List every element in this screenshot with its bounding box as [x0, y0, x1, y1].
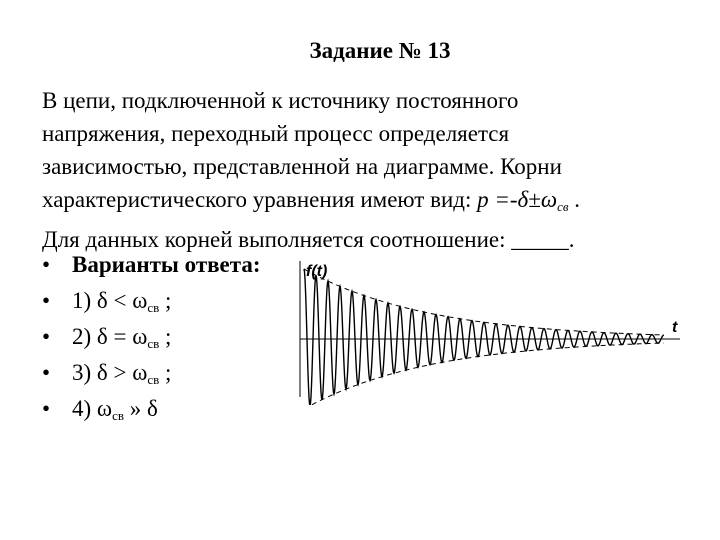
answer-option-1[interactable]: • 1) $\delta < \omega_{св}$ ; [42, 283, 342, 319]
answer-option-2[interactable]: • 2) $\delta = \omega_{св}$ ; [42, 319, 342, 355]
bullet-icon: • [42, 252, 51, 277]
bullet-icon: • [42, 396, 51, 421]
roots-formula: $p =-\delta\pm\omega_{св}$ [477, 187, 569, 214]
task-text-line-2: напряжения, переходный процесс определяется [42, 121, 510, 146]
answer-option-4[interactable]: • 4) $\omega_{св}$ » δ [42, 391, 342, 427]
t-axis-label: t [672, 319, 678, 336]
oscillation-graph [288, 255, 688, 405]
task-text-line-3: зависимостью, представленной на диаграмме. Корни [42, 154, 562, 179]
task-text-line-1: В цепи, подключенной к источнику постоянного [42, 88, 519, 113]
answer-option-3[interactable]: • 3) $\delta > \omega_{св}$ ; [42, 355, 342, 391]
task-text [42, 84, 692, 256]
task-text-line-4: характеристического уравнения имеют вид: $p =-\delta\pm\omega_{св}$ . [42, 187, 580, 214]
bullet-icon: • [42, 360, 51, 385]
options-header: • Варианты ответа: [42, 247, 342, 283]
damped-oscillation-diagram [288, 255, 688, 405]
task-title: Задание № 13 [309, 38, 451, 63]
bullet-icon: • [42, 324, 51, 349]
bullet-icon: • [42, 288, 51, 313]
task-text-line-5: Для данных корней выполняется соотношение: _____. [42, 227, 575, 252]
y-axis-label: f(t) [306, 263, 328, 280]
task-text-line-4-prefix: характеристического уравнения имеют вид: [42, 187, 478, 212]
